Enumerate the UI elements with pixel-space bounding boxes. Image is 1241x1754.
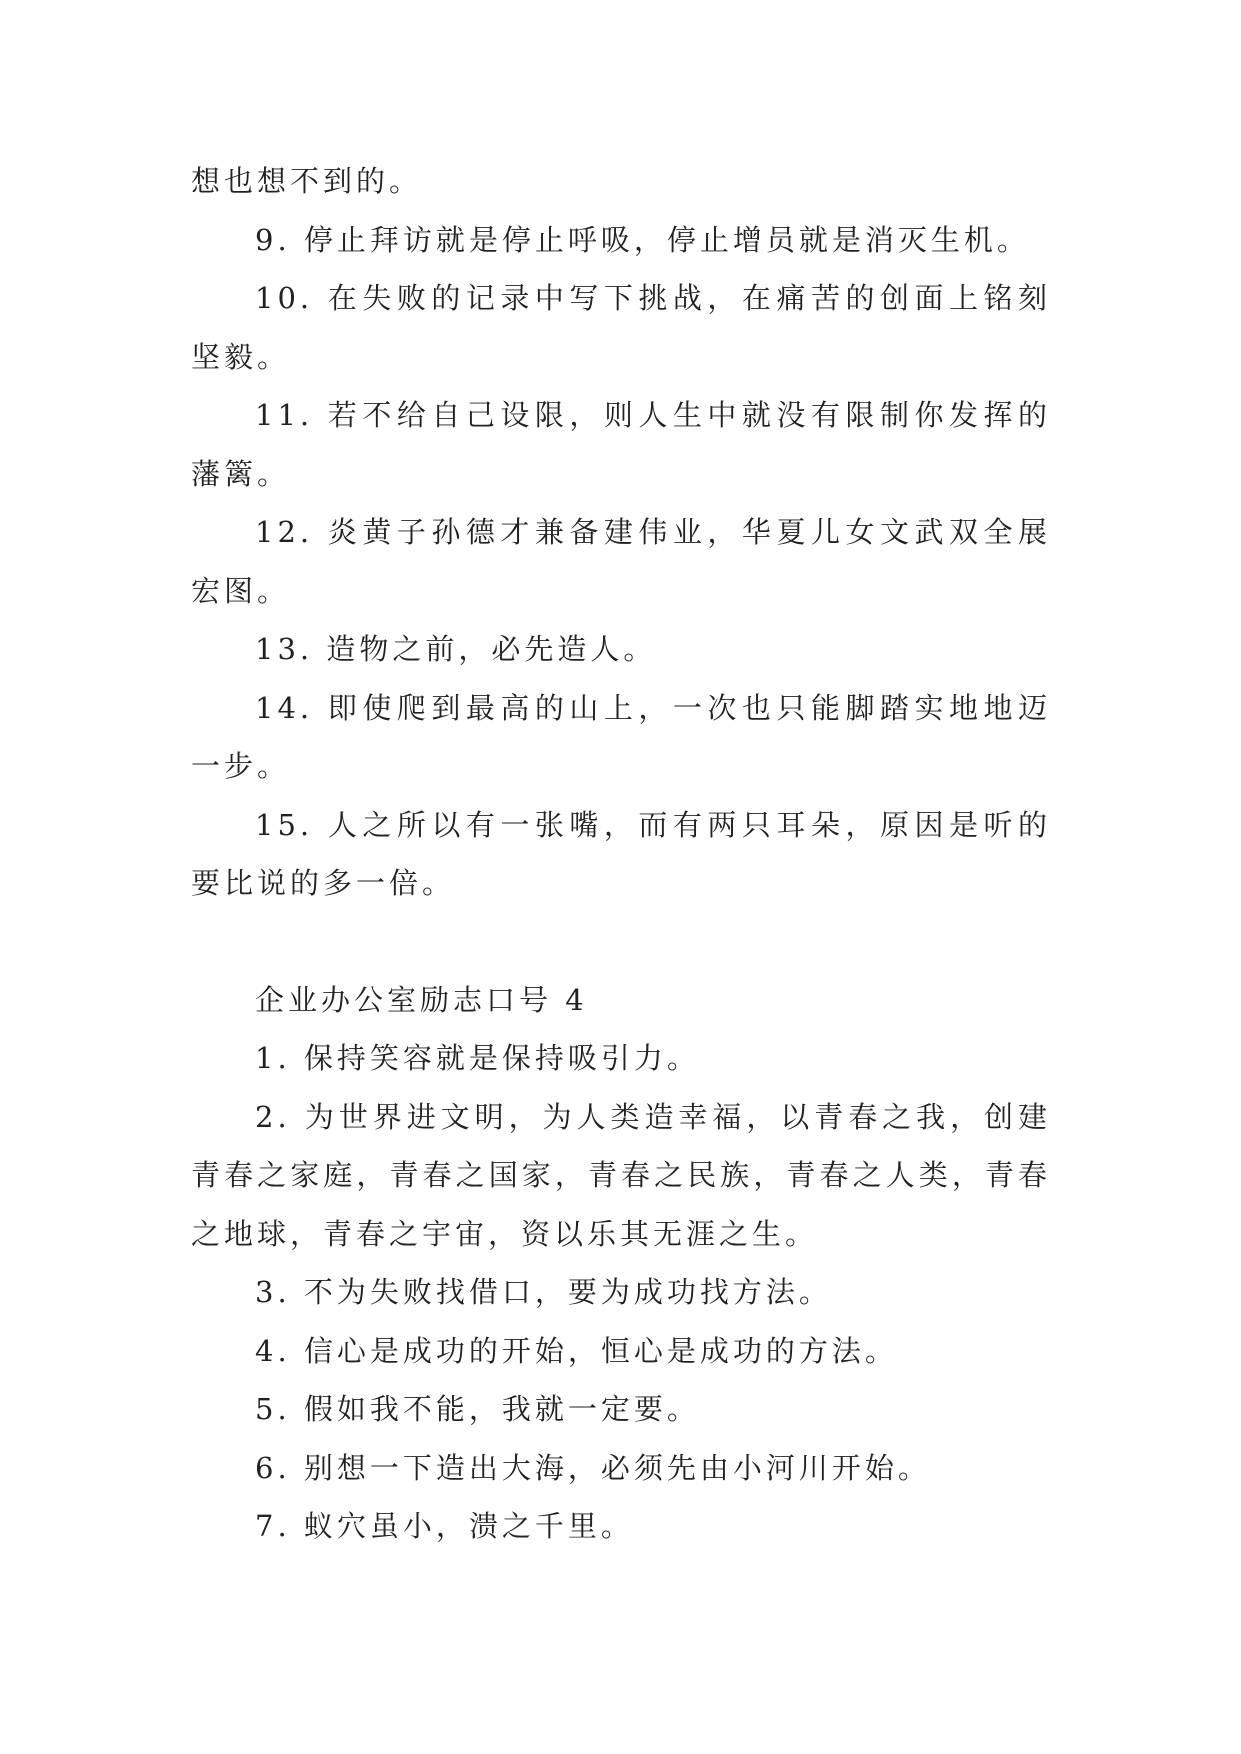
- list-item: 5. 假如我不能，我就一定要。: [255, 1392, 700, 1426]
- list-item: 9. 停止拜访就是停止呼吸，停止增员就是消灭生机。: [255, 222, 1030, 257]
- list-item: 6. 别想一下造出大海，必须先由小河川开始。: [255, 1450, 931, 1485]
- list-item: 14. 即使爬到最高的山上，一次也只能脚踏实地地迈一步。: [191, 690, 1051, 783]
- list-item: 15. 人之所以有一张嘴，而有两只耳朵，原因是听的要比说的多一倍。: [191, 807, 1051, 900]
- list-item: 11. 若不给自己设限，则人生中就没有限制你发挥的藩篱。: [191, 398, 1051, 491]
- list-item: 12. 炎黄子孙德才兼备建伟业，华夏儿女文武双全展宏图。: [191, 515, 1051, 608]
- list-item: 13. 造物之前，必先造人。: [255, 632, 657, 666]
- section-gap: [191, 913, 1051, 971]
- list-item: 10. 在失败的记录中写下挑战，在痛苦的创面上铭刻坚毅。: [191, 281, 1051, 374]
- list-item: 7. 蚁穴虽小，溃之千里。: [255, 1509, 634, 1543]
- list-item: 1. 保持笑容就是保持吸引力。: [255, 1041, 700, 1075]
- list-item: 4. 信心是成功的开始，恒心是成功的方法。: [255, 1333, 898, 1368]
- document-page: [191, 152, 1051, 1556]
- section-title: 企业办公室励志口号 4: [255, 982, 588, 1017]
- list-item: 3. 不为失败找借口，要为成功找方法。: [255, 1275, 832, 1309]
- continuation-text: 想也想不到的。: [191, 164, 423, 198]
- list-item: 2. 为世界进文明，为人类造幸福，以青春之我，创建青春之家庭，青春之国家，青春之民族，青春之人类，青春之地球，青春之宇宙，资以乐其无涯之生。: [191, 1099, 1051, 1251]
